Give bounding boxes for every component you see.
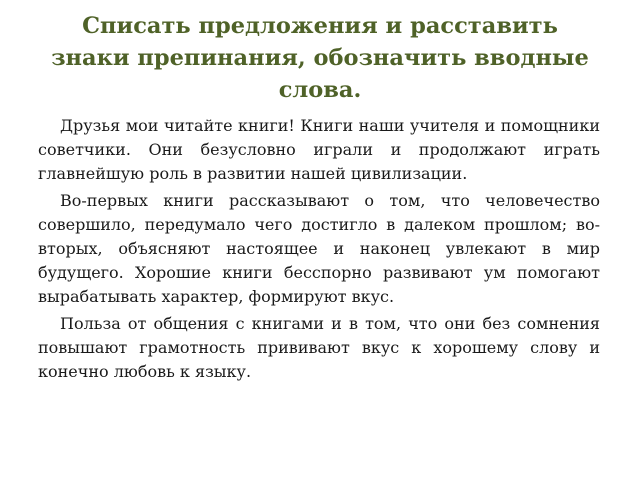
paragraph-1: Друзья мои читайте книги! Книги наши учителя и помощники советчики. Они безусловно играли и продолжают играть главнейшую роль в развитии нашей цивилизации. [38,116,600,183]
paragraph-2: Во-первых книги рассказывают о том, что человечество совершило, передумало чего достигло в далеком прошлом; во-вторых, объясняют настоящее и наконец увлекают в мир будущего. Хорошие книги бесспорно развивают ум помогают вырабатывать характер, формируют вкус. [38,191,600,306]
slide-title: Списать предложения и расставить знаки препинания, обозначить вводные слова. [51,13,589,103]
paragraph-3: Польза от общения с книгами и в том, что они без сомнения повышают грамотность прививают вкус к хорошему слову и конечно любовь к языку. [38,314,600,381]
exercise-text [38,114,600,387]
